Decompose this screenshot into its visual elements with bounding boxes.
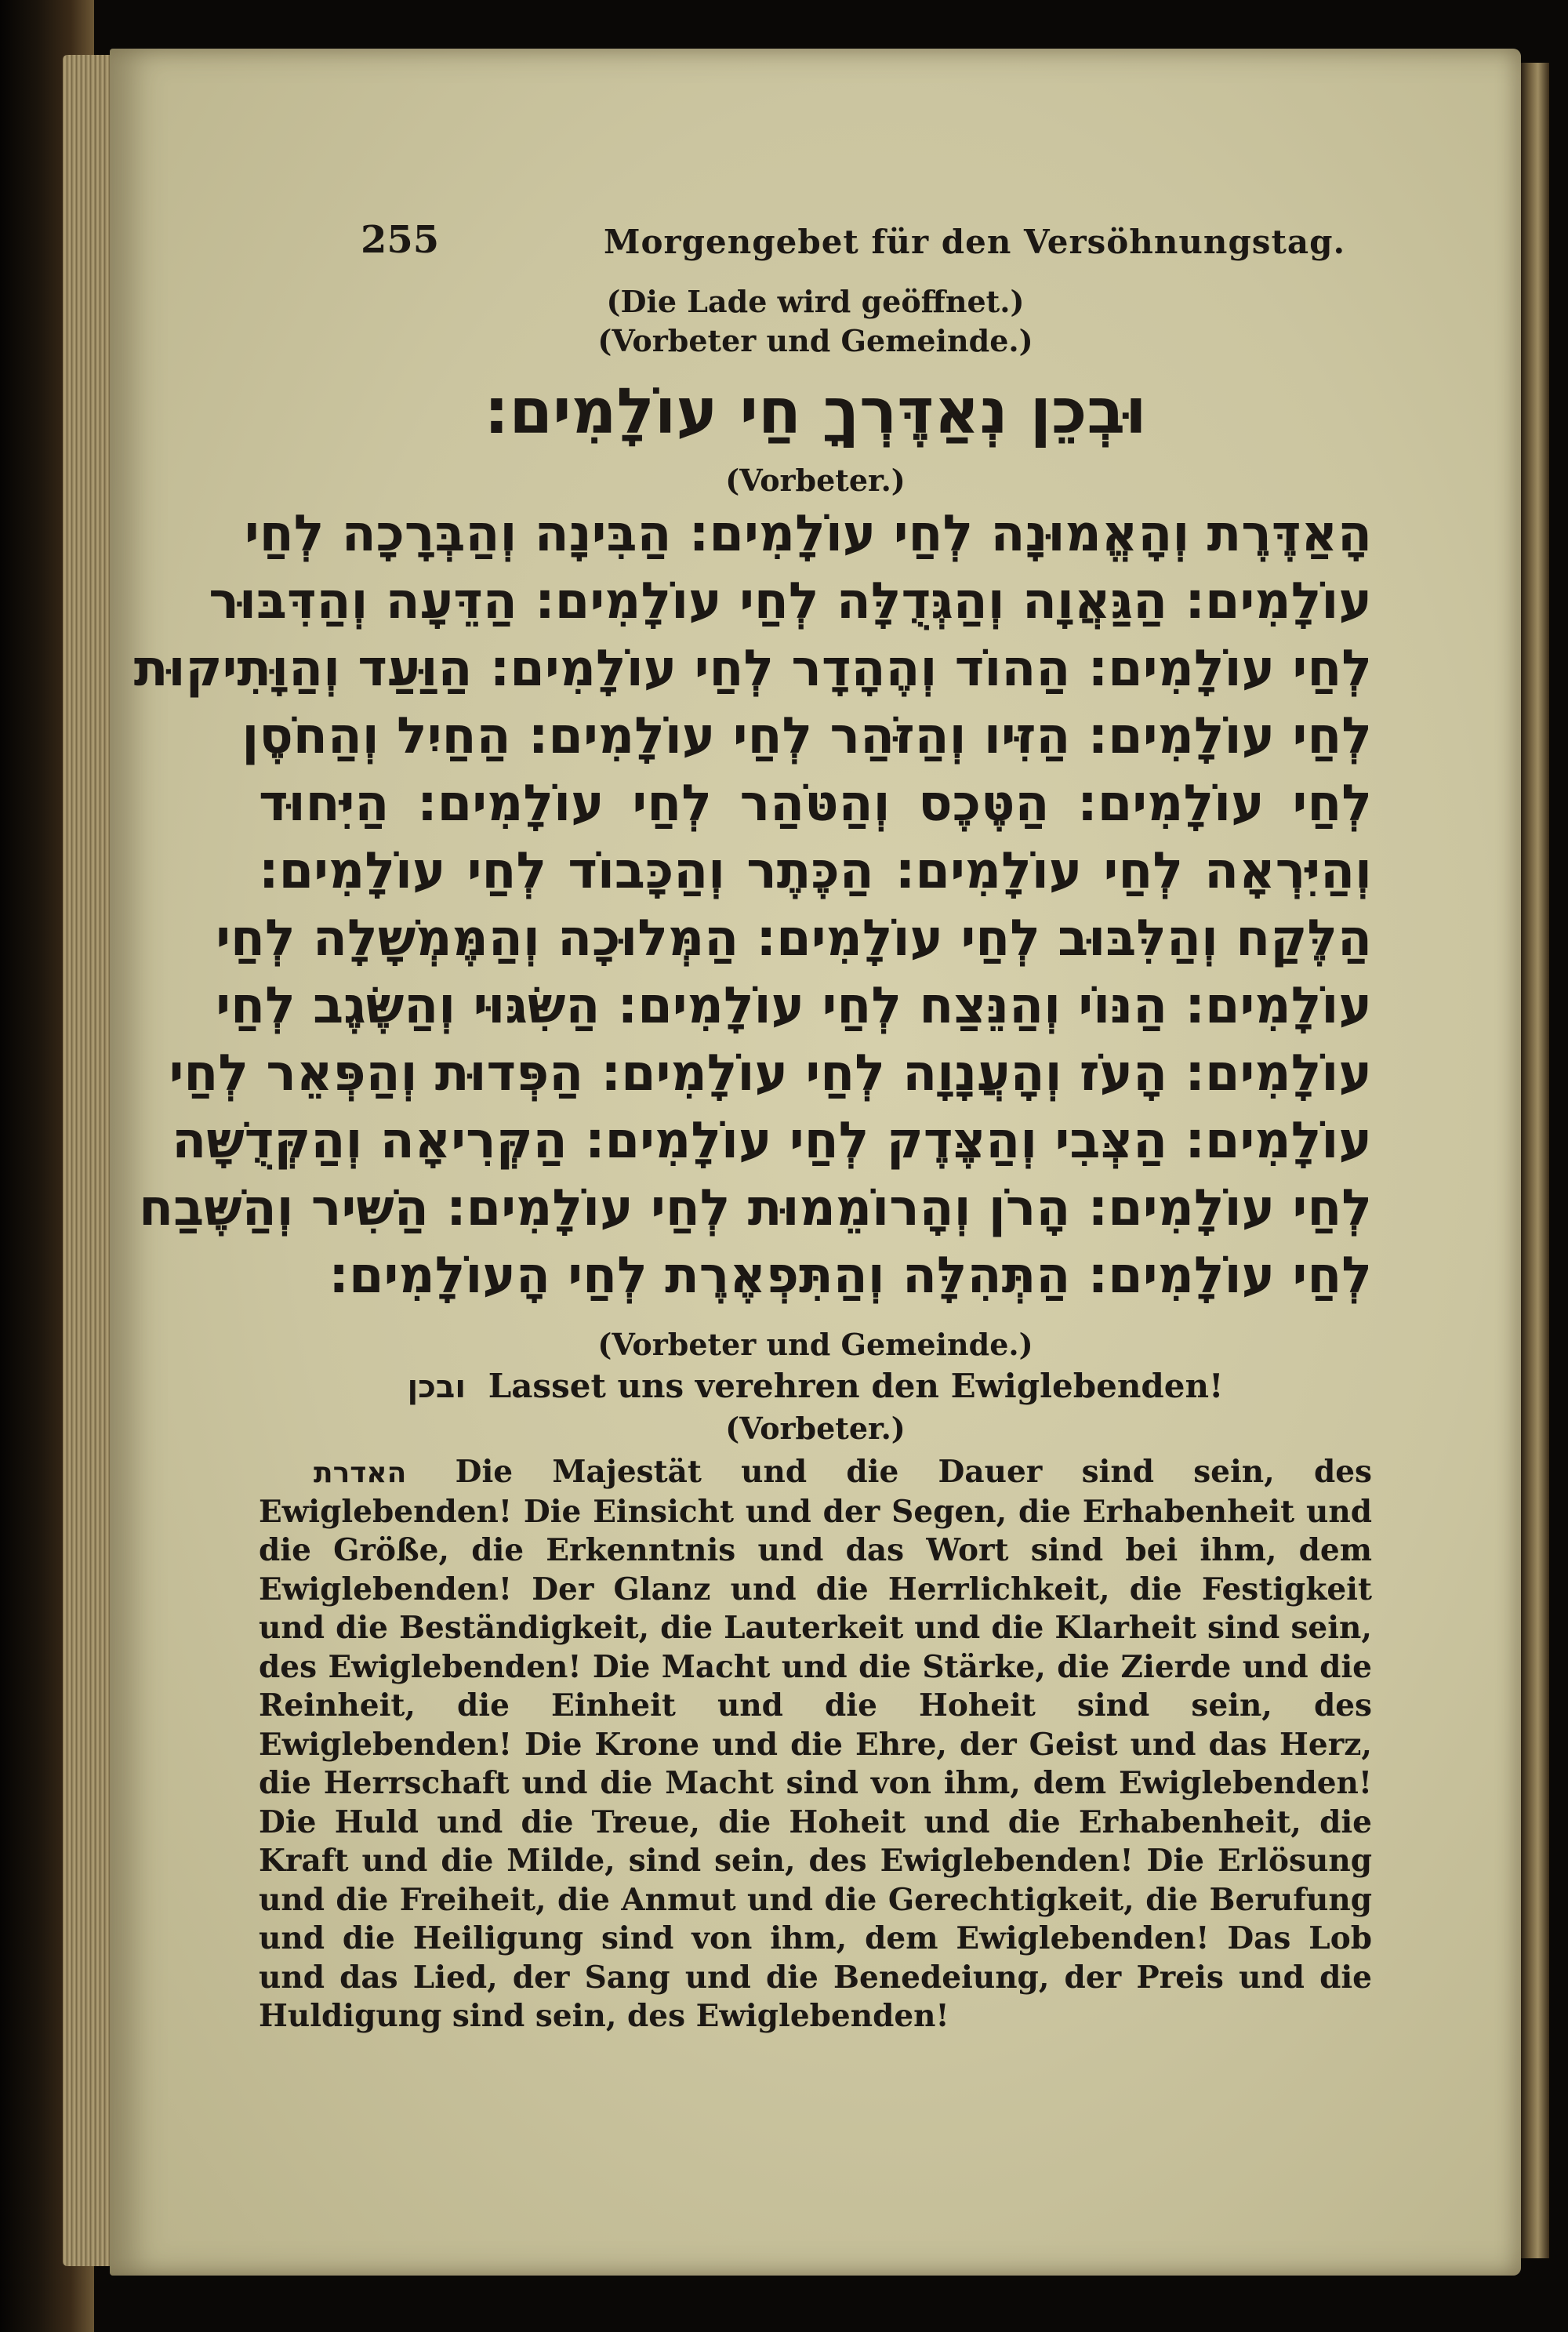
page-number: 255	[361, 218, 440, 262]
rubric-cantor-2: (Vorbeter.)	[725, 1411, 906, 1446]
german-heading	[259, 1364, 1372, 1409]
hebrew-hymn	[133, 500, 1372, 1309]
rubric-cantor-congregation: (Vorbeter und Gemeinde.)	[597, 323, 1033, 358]
rubric-ark-opened: (Die Lade wird geöffnet.)	[606, 284, 1025, 319]
page-content	[133, 212, 1373, 2036]
hebrew-line-last: לְחַי עוֹלָמִים: הַתְּהִלָּה וְהַתִּפְאֶרֶת לְחַי הָעוֹלָמִים:	[328, 1247, 1372, 1305]
hebrew-title: וּבְכֵן נְאַדֶּרְךָ חַי עוֹלָמִים:	[484, 375, 1147, 448]
hebrew-line: עוֹלָמִים: הַגַּאֲוָה וְהַגְּדֻלָּה לְחַי עוֹלָמִים: הַדֵּעָה וְהַדִּבּוּר	[209, 572, 1372, 630]
hebrew-line: לְחַי עוֹלָמִים: הַטֶּכֶס וְהַטֹּהַר לְחַי עוֹלָמִים: הַיִּחוּד	[259, 775, 1372, 833]
rubric-cantor-congregation-2: (Vorbeter und Gemeinde.)	[597, 1327, 1033, 1362]
hebrew-line: הַלֶּקַח וְהַלִּבּוּב לְחַי עוֹלָמִים: הַמְּלוּכָה וְהַמֶּמְשָׁלָה לְחַי	[216, 910, 1372, 968]
page-header	[259, 212, 1372, 282]
hebrew-line: עוֹלָמִים: הָעֹז וְהָעֲנָוָה לְחַי עוֹלָמִים: הַפְּדוּת וְהַפְּאֵר לְחַי	[169, 1044, 1372, 1102]
hebrew-line: לְחַי עוֹלָמִים: הָרֹן וְהָרוֹמֵמוּת לְחַי עוֹלָמִים: הַשִּׁיר וְהַשֶּׁבַח	[139, 1179, 1372, 1237]
hebrew-line: עוֹלָמִים: הַנּוֹי וְהַנֵּצַח לְחַי עוֹלָמִים: הַשִּׂגּוּי וְהַשֶּׂגֶב לְחַי	[216, 977, 1372, 1035]
rubric-cantor: (Vorbeter.)	[725, 463, 906, 498]
hebrew-line: הָאַדֶּרֶת וְהָאֱמוּנָה לְחַי עוֹלָמִים: הַבִּינָה וְהַבְּרָכָה לְחַי	[244, 505, 1372, 563]
hebrew-line: לְחַי עוֹלָמִים: הַזִּיו וְהַזֹּהַר לְחַי עוֹלָמִים: הַחַיִל וְהַחֹסֶן	[241, 707, 1372, 765]
hebrew-line: וְהַיִּרְאָה לְחַי עוֹלָמִים: הַכֶּתֶר וְהַכָּבוֹד לְחַי עוֹלָמִים:	[259, 842, 1372, 900]
paragraph-hebrew-keyword: האדרת	[314, 1457, 407, 1489]
heading-text: Lasset uns verehren den Ewiglebenden!	[488, 1367, 1224, 1405]
hebrew-line: לְחַי עוֹלָמִים: הַהוֹד וְהֶהָדָר לְחַי עוֹלָמִים: הַוַּעַד וְהַוָּתִיקוּת	[133, 640, 1372, 698]
paragraph-text: Die Majestät und die Dauer sind sein, des Ewiglebenden! Die Einsicht und der Segen, die Erhabenheit und die Größe, die Erkenntnis und das Wort sind bei ihm, dem Ewiglebenden! Der Glanz und die Herrlichkeit, die Festigkeit und die Beständigkeit, die Lauterkeit und die Klarheit sind sein, des Ewiglebenden! Die Macht und die Stärke, die Zierde und die Reinheit, die Einheit und die Hoheit sind sein, des Ewiglebenden! Die Krone und die Ehre, der Geist und das Herz, die Herrschaft und die Macht sind von ihm, dem Ewiglebenden! Die Huld und die Treue, die Hoheit und die Erhabenheit, die Kraft und die Milde, sind sein, des Ewiglebenden! Die Erlösung und die Freiheit, die Anmut und die Gerechtigkeit, die Berufung und die Heiligung sind von ihm, dem Ewiglebenden! Das Lob und das Lied, der Sang und die Benedeiung, der Preis und die Huldigung sind sein, des Ewiglebenden!	[259, 1454, 1373, 2034]
german-translation	[259, 1453, 1372, 2036]
heading-hebrew-keyword: ובכן	[407, 1369, 466, 1405]
running-title: Morgengebet für den Versöhnungstag.	[604, 223, 1346, 261]
hebrew-line: עוֹלָמִים: הַצְּבִי וְהַצֶּדֶק לְחַי עוֹלָמִים: הַקְּרִיאָה וְהַקְּדֻשָּׁה	[172, 1112, 1372, 1170]
facing-page-edge	[1521, 63, 1549, 2258]
spacer	[259, 1309, 1372, 1325]
